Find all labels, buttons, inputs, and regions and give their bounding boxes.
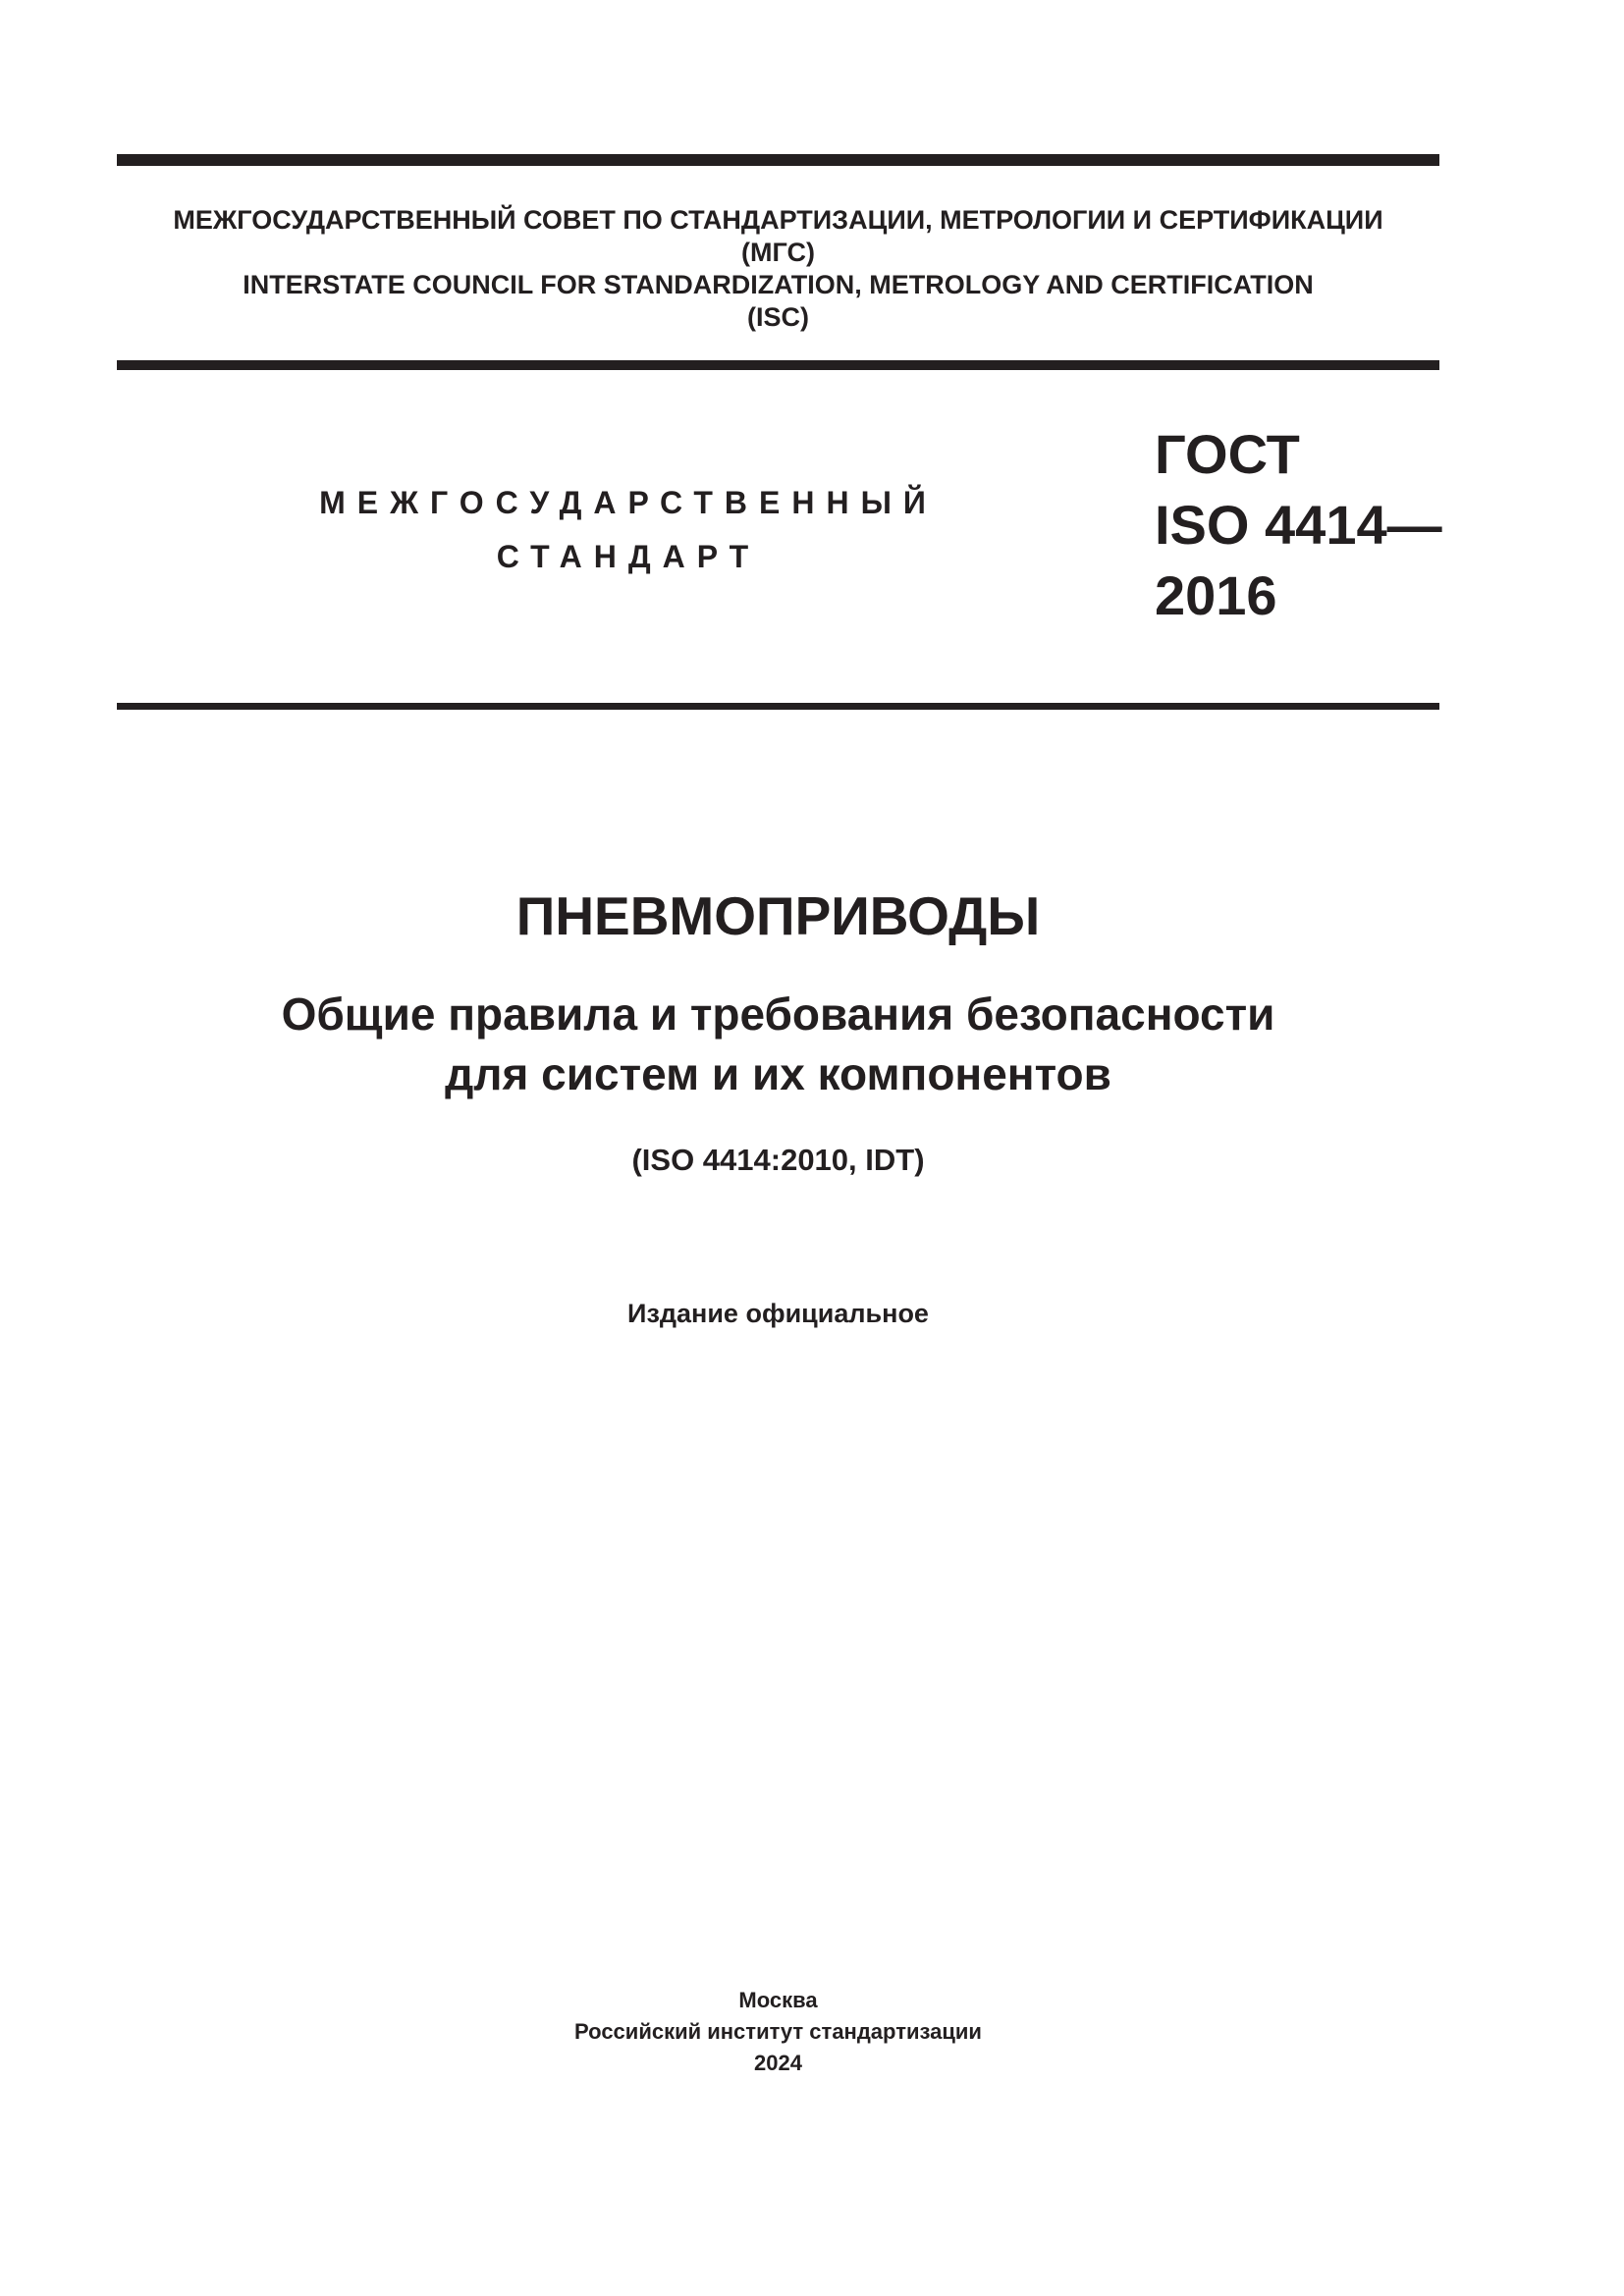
council-name-ru: МЕЖГОСУДАРСТВЕННЫЙ СОВЕТ ПО СТАНДАРТИЗАЦИИ, МЕТРОЛОГИИ И СЕРТИФИКАЦИИ <box>173 205 1383 235</box>
bottom-rule <box>117 703 1439 710</box>
standard-type-line1: МЕЖГОСУДАРСТВЕННЫЙ <box>319 485 938 520</box>
iso-reference: (ISO 4414:2010, IDT) <box>631 1143 925 1177</box>
publisher-block <box>117 1985 1439 2079</box>
council-name-en: INTERSTATE COUNCIL FOR STANDARDIZATION, METROLOGY AND CERTIFICATION <box>243 270 1314 299</box>
document-subtitle <box>117 985 1439 1104</box>
publication-year: 2024 <box>754 2051 802 2075</box>
standard-type-line2: СТАНДАРТ <box>496 539 761 574</box>
middle-rule <box>117 360 1439 370</box>
subtitle-line2: для систем и их компонентов <box>445 1048 1111 1099</box>
publisher-organization: Российский институт стандартизации <box>574 2019 982 2044</box>
standard-designation <box>1155 419 1442 631</box>
top-rule <box>117 154 1439 166</box>
designation-line3: 2016 <box>1155 564 1277 626</box>
subtitle-line1: Общие правила и требования безопасности <box>281 988 1275 1040</box>
designation-line1: ГОСТ <box>1155 423 1300 485</box>
edition-note: Издание официальное <box>627 1299 929 1328</box>
publisher-city: Москва <box>738 1988 818 2012</box>
document-title: ПНЕВМОПРИВОДЫ <box>515 885 1041 946</box>
council-abbr-en: (ISC) <box>747 302 809 332</box>
standard-type-label <box>295 476 962 584</box>
designation-line2: ISO 4414— <box>1155 494 1442 556</box>
council-abbr-ru: (МГС) <box>741 238 815 267</box>
council-header <box>117 204 1439 334</box>
